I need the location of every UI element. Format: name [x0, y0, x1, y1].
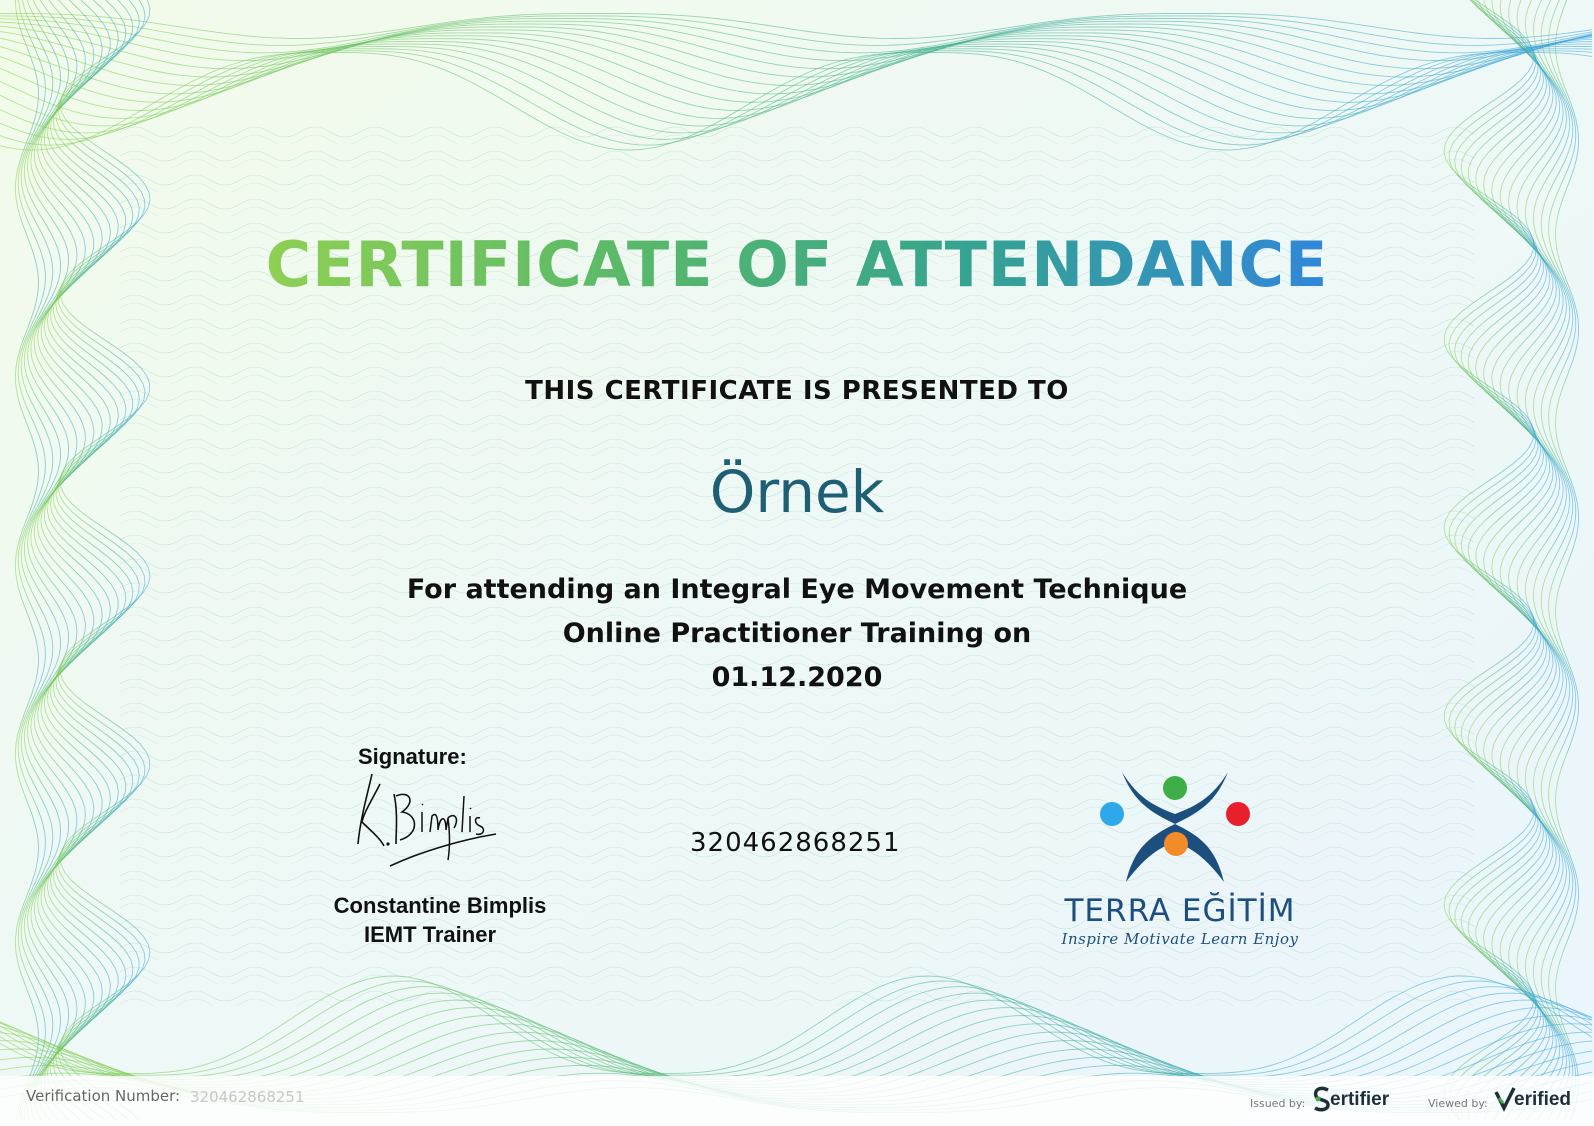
description-line-1: For attending an Integral Eye Movement Technique	[406, 574, 1188, 605]
logo-dot-orange	[1164, 832, 1188, 856]
recipient-name: Örnek	[709, 458, 885, 526]
signer-role: IEMT Trainer	[363, 922, 497, 947]
viewer-name[interactable]: erified	[1514, 1089, 1572, 1110]
viewed-by-label: Viewed by:	[1428, 1097, 1488, 1110]
issuer-name[interactable]: ertifier	[1330, 1089, 1390, 1110]
verification-label: Verification Number:	[26, 1087, 181, 1105]
handwritten-signature	[350, 772, 510, 872]
signer-name: Constantine Bimplis	[333, 893, 547, 918]
certificate-number: 320462868251	[690, 828, 901, 858]
verification-number[interactable]: 320462868251	[190, 1088, 305, 1106]
terra-egitim-logo-icon	[1100, 772, 1250, 892]
organization-tagline: Inspire Motivate Learn Enjoy	[1061, 930, 1299, 948]
organization-name: TERRA EĞİTİM	[1064, 893, 1296, 929]
training-date: 01.12.2020	[711, 662, 883, 693]
verified-check-icon[interactable]	[1494, 1086, 1516, 1112]
logo-dot-green	[1163, 776, 1187, 800]
certificate-title: CERTIFICATE OF ATTENDANCE	[265, 228, 1329, 301]
issued-by-label: Issued by:	[1250, 1097, 1306, 1110]
signature-label: Signature:	[358, 744, 467, 769]
sertifier-logo-icon[interactable]	[1312, 1086, 1332, 1112]
presented-to-heading: THIS CERTIFICATE IS PRESENTED TO	[525, 376, 1069, 406]
logo-dot-blue	[1100, 802, 1124, 826]
logo-dot-red	[1226, 802, 1250, 826]
description-line-2: Online Practitioner Training on	[562, 618, 1032, 649]
